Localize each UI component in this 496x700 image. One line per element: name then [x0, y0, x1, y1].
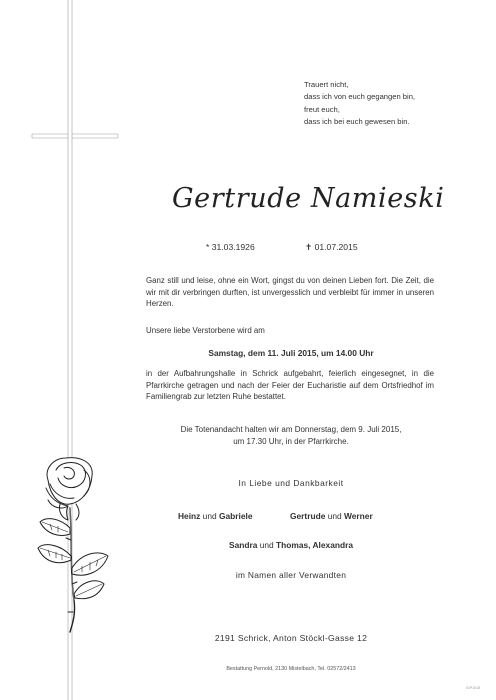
conjunction: und	[259, 540, 274, 550]
funeral-home-footer: Bestattung Pernold, 2130 Mistelbach, Tel. 02572/2413	[226, 666, 356, 672]
poem-line: dass ich bei euch gewesen bin.	[304, 117, 410, 127]
mourner-group-3	[146, 540, 436, 550]
mourner-group-2	[290, 511, 373, 521]
announcement-text: Unsere liebe Verstorbene wird am	[146, 326, 265, 335]
relatives-line: im Namen aller Verwandten	[235, 570, 347, 580]
death-date: ✝ 01.07.2015	[305, 242, 358, 252]
mourner-group-1	[178, 511, 253, 521]
address: 2191 Schrick, Anton Stöckl-Gasse 12	[214, 633, 368, 643]
conjunction: und	[202, 511, 217, 521]
mourner-name: Gabriele	[218, 511, 253, 521]
closing-line: In Liebe und Dankbarkeit	[238, 478, 344, 488]
vigil-line-2: um 17.30 Uhr, in der Pfarrkirche.	[233, 437, 349, 446]
mourner-name: Werner	[344, 511, 373, 521]
mourner-name: Sandra	[229, 540, 258, 550]
intro-paragraph: Ganz still und leise, ohne ein Wort, gingst du von deinen Lieben fort. Die Zeit, die wir mit dir verbringen durften, ist unvergesslich und verbleibt für immer in unseren Herzen.	[146, 276, 434, 309]
conjunction: und	[327, 511, 342, 521]
birth-date: * 31.03.1926	[206, 242, 255, 252]
deceased-name: Gertrude Namieski	[172, 183, 445, 214]
vigil-line-1: Die Totenandacht halten wir am Donnerstag, dem 9. Juli 2015,	[180, 425, 402, 434]
corner-code: 01P1018	[466, 686, 481, 690]
mourner-name: Thomas, Alexandra	[276, 540, 353, 550]
mourner-name: Heinz	[178, 511, 201, 521]
funeral-date: Samstag, dem 11. Juli 2015, um 14.00 Uhr	[208, 348, 374, 358]
mourner-name: Gertrude	[290, 511, 326, 521]
poem-line: Trauert nicht,	[304, 80, 349, 89]
poem-line: freut euch,	[304, 104, 340, 114]
poem	[304, 79, 415, 129]
poem-line: dass ich von euch gegangen bin,	[304, 92, 416, 102]
ceremony-paragraph: in der Aufbahrungshalle in Schrick aufgebahrt, feierlich eingesegnet, in die Pfarrkirche getragen und nach der Feier der Eucharistie auf dem Ortsfriedhof im Familiengrab zur letzten Ruhe bestattet.	[146, 369, 434, 402]
